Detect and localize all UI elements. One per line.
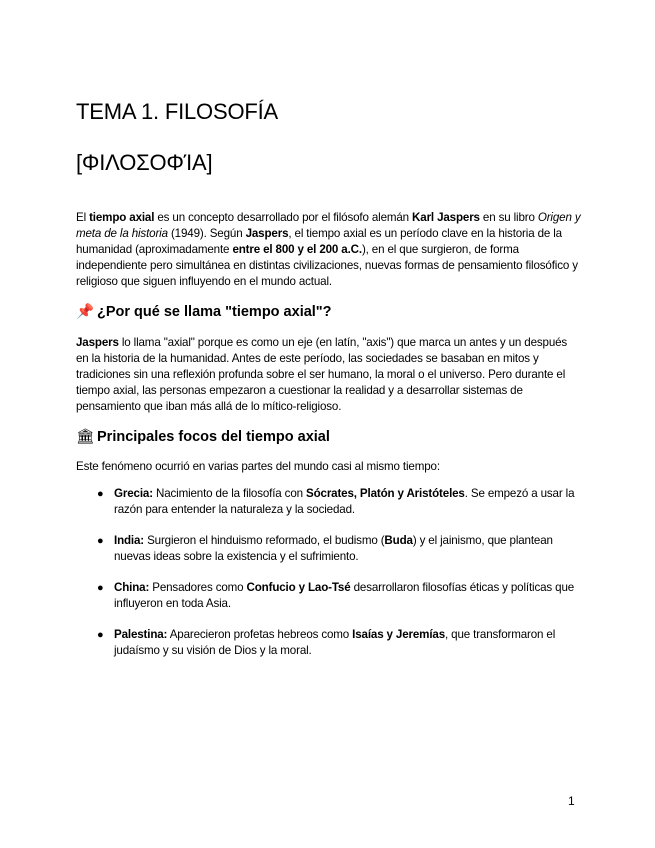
intro-text-5: , el tiempo axial es un período clave en la historia de la humanidad (aproximadamente [76, 227, 562, 256]
list-item-china [76, 580, 581, 612]
intro-bold-jaspers: Jaspers [245, 227, 289, 240]
list-item-grecia [76, 486, 581, 518]
section2-heading-text: Principales focos del tiempo axial [97, 429, 330, 445]
list-item-text: Aparecieron profetas hebreos como [167, 628, 353, 641]
section1-paragraph [76, 335, 581, 415]
list-item-label: China: [114, 581, 150, 594]
section1-bold-jaspers: Jaspers [76, 336, 119, 349]
list-item-text: ) y el jainismo, que plantean nuevas ideas sobre la existencia y el sufrimiento. [114, 534, 553, 563]
intro-bold-karl-jaspers: Karl Jaspers [412, 211, 480, 224]
intro-text-3: en su libro [479, 211, 538, 224]
intro-text-4: (1949). Según [167, 227, 246, 240]
page-subtitle-greek: [ΦΙΛΟΣΟΦΊΑ] [76, 150, 213, 175]
section1-text: lo llama "axial" porque es como un eje (en latín, "axis") que marca un antes y un después en la historia de la humanidad. Antes de este período, las sociedades se basaban en mitos y tradiciones sin una reflexión profunda sobre el ser humano, la moral o el universo. Pero durante el tiempo axial, las personas empezaron a cuestionar la realidad y a desarrollar sistemas de pensamiento que iban más allá de lo mítico-religioso. [76, 336, 568, 413]
bullet-icon: ● [97, 535, 104, 547]
intro-bold-dates: entre el 800 y el 200 a.C. [232, 243, 362, 256]
section-heading-focos [76, 428, 330, 445]
list-item-text: Nacimiento de la filosofía con [152, 487, 306, 500]
list-item-label: Palestina: [114, 628, 168, 641]
section2-intro: Este fenómeno ocurrió en varias partes del mundo casi al mismo tiempo: [76, 460, 440, 473]
bullet-icon: ● [97, 629, 104, 641]
list-item-label: India: [114, 534, 145, 547]
list-item-india [76, 533, 581, 565]
list-item-label: Grecia: [114, 487, 153, 500]
list-item-text: Surgieron el hinduismo reformado, el budismo ( [144, 534, 385, 547]
intro-bold-tiempo-axial: tiempo axial [89, 211, 155, 224]
pushpin-icon: 📌 [76, 304, 95, 320]
list-item-bold: Buda [384, 534, 413, 547]
list-item-bold: Isaías y Jeremías [352, 628, 446, 641]
intro-paragraph [76, 210, 581, 290]
list-item-bold: Sócrates, Platón y Aristóteles [306, 487, 465, 500]
focos-list [76, 486, 581, 674]
intro-text-1: El [76, 211, 90, 224]
section1-heading-text: ¿Por qué se llama "tiempo axial"? [97, 304, 332, 320]
list-item-bold: Confucio y Lao-Tsé [246, 581, 351, 594]
list-item-palestina [76, 627, 581, 659]
list-item-text: , que transformaron el judaísmo y su visión de Dios y la moral. [114, 628, 556, 657]
list-item-text: desarrollaron filosofías éticas y políticas que influyeron en toda Asia. [114, 581, 575, 610]
section-heading-axial [76, 303, 332, 320]
intro-text-2: es un concepto desarrollado por el filósofo alemán [154, 211, 413, 224]
bullet-icon: ● [97, 582, 104, 594]
list-item-text: . Se empezó a usar la razón para entender la naturaleza y la sociedad. [114, 487, 575, 516]
classical-building-icon: 🏛 [76, 429, 95, 445]
intro-italic-book-title: Origen y meta de la historia [76, 211, 581, 240]
page-number: 1 [568, 794, 575, 808]
list-item-text: Pensadores como [149, 581, 247, 594]
bullet-icon: ● [97, 488, 104, 500]
intro-text-6: ), en el que surgieron, de forma independiente pero simultánea en distintas civilizaciones, nuevas formas de pensamiento filosófico y religioso que siguen influyendo en el mundo actual. [76, 243, 578, 288]
page-title: TEMA 1. FILOSOFÍA [76, 99, 278, 124]
